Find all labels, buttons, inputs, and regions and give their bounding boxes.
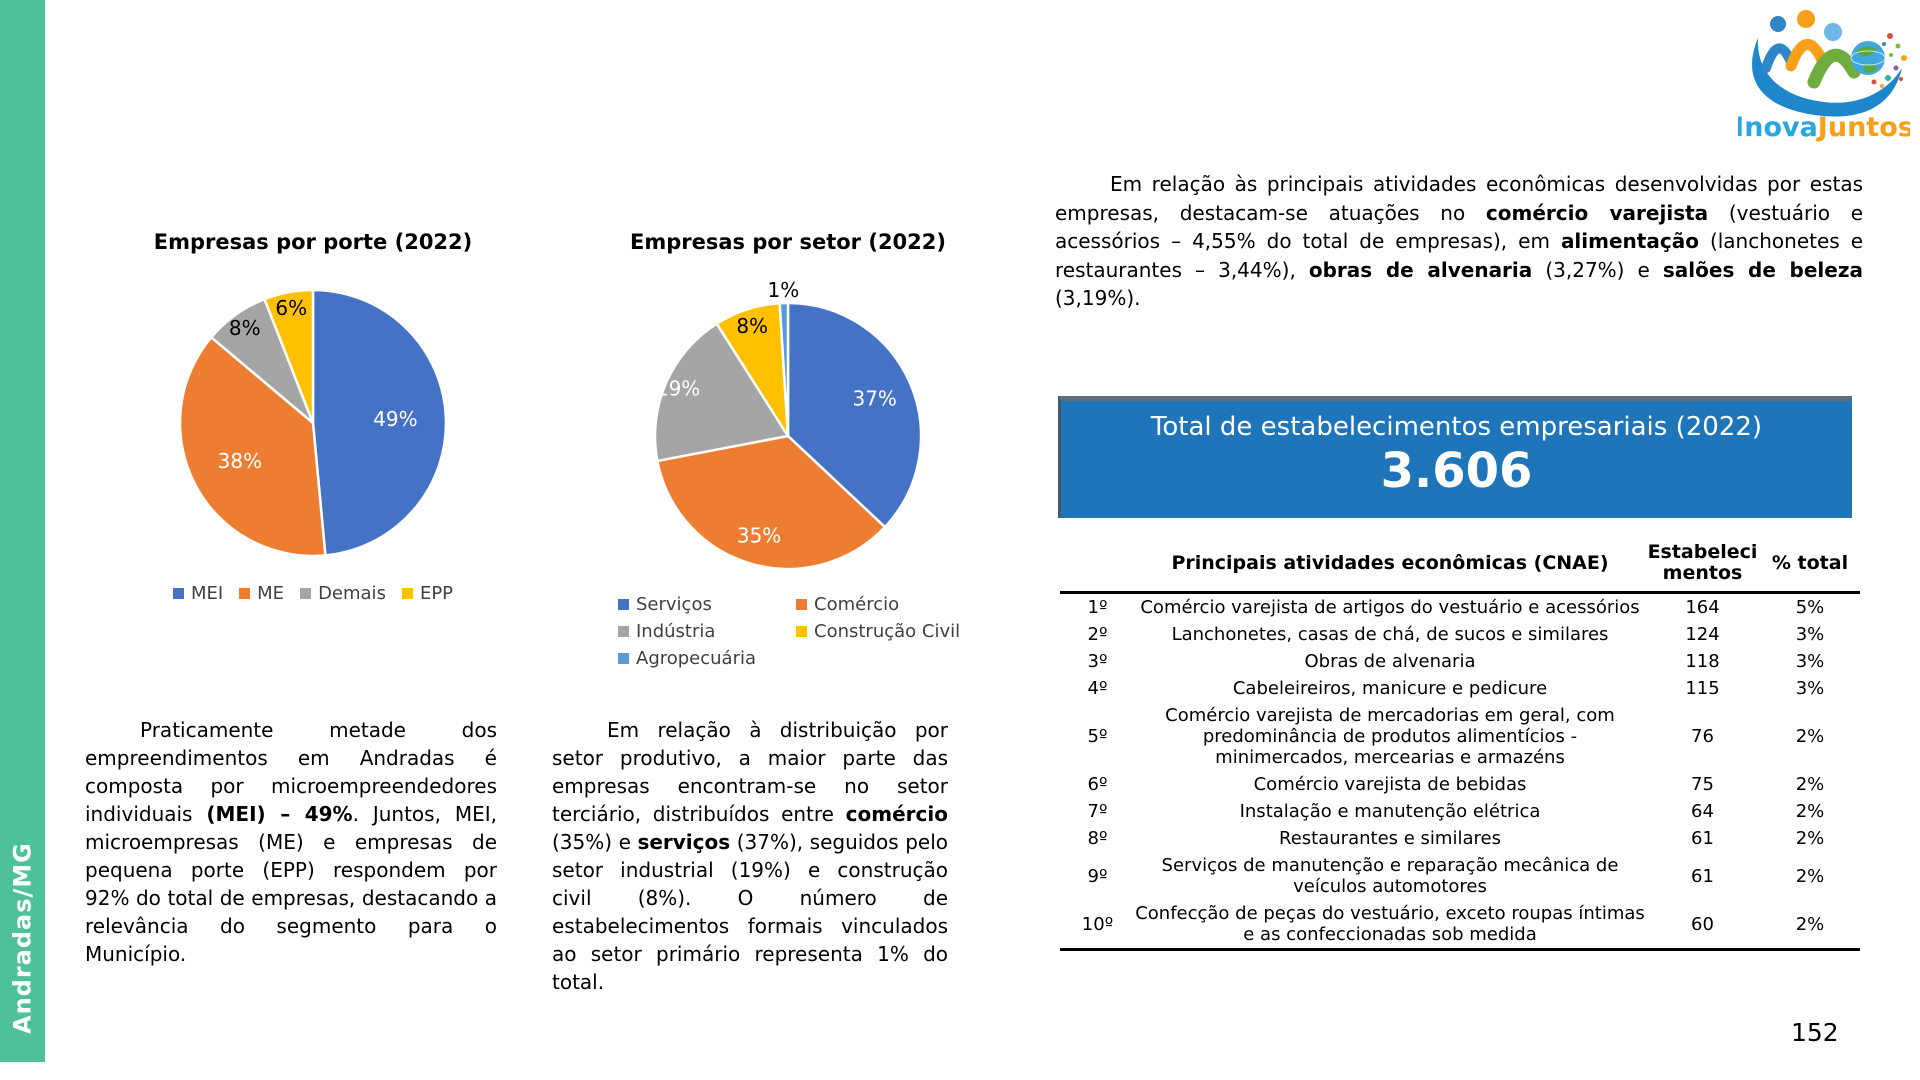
table-row [1060,594,1860,621]
logo-person-body-green [1814,55,1854,82]
legend-label: ME [257,583,285,604]
cell-count: 61 [1691,865,1714,887]
table-row [1060,621,1860,648]
header-establishments-line2: mentos [1662,562,1743,584]
cnae-table [1060,538,1860,951]
legend-item [796,594,983,615]
pie-data-label: 37% [852,386,897,411]
cell-pct: 3% [1795,624,1825,645]
paragraph-setores: Em relação à distribuição por setor produtivo, a maior parte das empresas encontram-se no setor terciário, distribuídos entre comércio (35%) e serviços (37%), seguidos pelo setor industrial (19%) e construção civil (8%). O número de estabelecimentos formais vinculados ao setor primário representa 1% do total. [552,718,948,994]
cell-count: 64 [1691,801,1714,822]
table-row [1060,675,1860,702]
legend-item [618,648,796,669]
chart-title: Empresas por porte (2022) [153,230,473,254]
cell-activity: Comércio varejista de bebidas [1253,774,1527,795]
cell-count: 124 [1685,624,1720,645]
header-pct-total: % total [1771,551,1849,574]
legend-item [618,594,796,615]
legend-label: EPP [419,583,454,604]
cell-rank: 3º [1087,651,1108,672]
legend-label: Indústria [636,621,716,642]
legend-label: Agropecuária [636,648,757,669]
cell-pct: 2% [1795,913,1825,935]
cell-count: 115 [1685,678,1720,699]
cell-activity: Lanchonetes, casas de chá, de sucos e similares [1171,624,1609,645]
legend-item [300,583,386,604]
cell-activity: Comércio varejista de mercadorias em geral, com predominância de produtos alimentícios - minimercados, mercearias e armazéns [1165,705,1615,768]
cell-rank: 2º [1087,624,1108,645]
cell-rank: 8º [1087,828,1108,849]
legend-label: Demais [318,583,386,604]
logo-person-head-orange [1797,10,1815,28]
logo-text-juntos: Juntos [1817,112,1910,142]
pie-empresas-por-setor [638,277,938,586]
cell-count: 76 [1691,726,1714,747]
chart-empresas-por-setor [593,228,983,669]
table-header-row [1060,538,1860,594]
pie-data-label: 38% [217,449,263,474]
inovajuntos-logo-graphic [1738,6,1910,142]
cell-rank: 5º [1087,726,1108,747]
inovajuntos-logo [1738,6,1910,142]
page-number: 152 [1791,1018,1839,1047]
pie-data-label: 8% [736,314,769,338]
cell-rank: 9º [1087,865,1108,887]
cell-count: 164 [1685,597,1720,618]
table-body [1060,594,1860,948]
chart-title: Empresas por setor (2022) [630,230,946,254]
legend-label: MEI [190,583,224,604]
table-row [1060,825,1860,852]
legend-setor [618,594,983,669]
legend-swatch-icon [618,626,629,637]
legend-swatch-icon [173,588,184,599]
cell-pct: 3% [1795,651,1825,672]
pie-data-label: 49% [373,407,418,432]
cell-activity: Instalação e manutenção elétrica [1239,801,1541,822]
cell-count: 75 [1691,774,1714,795]
cell-pct: 2% [1795,774,1825,795]
legend-swatch-icon [618,653,629,664]
paragraph-mei: Praticamente metade dos empreendimentos em Andradas é composta por microempreendedores individuais (MEI) – 49%. Juntos, MEI, microempresas (ME) e empresas de pequena porte (EPP) respondem por 92% do total de empresas, destacando a relevância do segmento para o Município. [85,718,497,966]
banner-value: 3.606 [1380,443,1533,499]
cell-activity: Obras de alvenaria [1304,651,1476,672]
cell-rank: 6º [1087,774,1108,795]
cell-activity: Comércio varejista de artigos do vestuário e acessórios [1140,597,1640,618]
paragraph-atividades: Em relação às principais atividades econômicas desenvolvidas por estas empresas, destacam-se atuações no comércio varejista (vestuário e acessórios – 4,55% do total de empresas), em alimentação (lanchonetes e restaurantes – 3,44%), obras de alvenaria (3,27%) e salões de beleza (3,19%). [1055,172,1864,310]
cell-activity: Confecção de peças do vestuário, exceto roupas íntimas e as confeccionadas sob medida [1135,903,1645,945]
table-row [1060,900,1860,948]
cell-pct: 2% [1795,726,1825,747]
table-row [1060,648,1860,675]
header-activity: Principais atividades econômicas (CNAE) [1171,551,1609,574]
legend-item [239,583,284,604]
cell-pct: 2% [1795,828,1825,849]
cell-rank: 10º [1081,913,1114,935]
logo-text-inova: Inova [1738,112,1818,142]
pie-data-label: 8% [228,315,261,340]
header-establishments-line1: Estabeleci [1647,541,1758,563]
legend-item [402,583,453,604]
legend-label: Construção Civil [814,621,961,642]
legend-swatch-icon [300,588,311,599]
legend-item [618,621,796,642]
table-row [1060,771,1860,798]
total-establishments-banner [1058,396,1852,518]
logo-person-head-blue [1770,16,1786,32]
legend-swatch-icon [796,599,807,610]
cell-rank: 4º [1087,678,1108,699]
cell-activity: Restaurantes e similares [1279,828,1501,849]
legend-item [796,621,983,642]
legend-swatch-icon [239,588,250,599]
pie-data-label: 19% [655,376,701,401]
chart-empresas-por-porte [118,228,508,604]
cell-rank: 1º [1087,597,1108,618]
cell-pct: 2% [1795,801,1825,822]
cell-activity: Serviços de manutenção e reparação mecânica de veículos automotores [1161,855,1619,897]
legend-item [173,583,223,604]
cell-count: 118 [1685,651,1720,672]
cell-count: 61 [1691,828,1714,849]
logo-wordmark [1738,112,1910,142]
table-row [1060,702,1860,771]
banner-title: Total de estabelecimentos empresariais (2022) [1150,412,1763,442]
pie-data-label: 6% [275,296,308,320]
cell-activity: Cabeleireiros, manicure e pedicure [1232,678,1548,699]
pie-empresas-por-porte [163,273,463,573]
cell-rank: 7º [1087,801,1108,822]
cell-count: 60 [1691,913,1714,935]
legend-swatch-icon [618,599,629,610]
cell-pct: 2% [1795,865,1825,887]
legend-label: Comércio [814,594,900,615]
pie-data-label: 1% [767,277,800,302]
legend-label: Serviços [636,594,712,615]
header-establishments [1645,542,1760,584]
cell-pct: 3% [1795,678,1825,699]
cell-pct: 5% [1795,597,1825,618]
legend-swatch-icon [796,626,807,637]
legend-swatch-icon [402,588,413,599]
table-row [1060,852,1860,900]
pie-data-label: 35% [736,523,782,548]
legend-porte [118,583,508,604]
municipality-label: Andradas/MG [0,840,45,1036]
table-row [1060,798,1860,825]
logo-person-head-lightblue [1824,23,1842,41]
